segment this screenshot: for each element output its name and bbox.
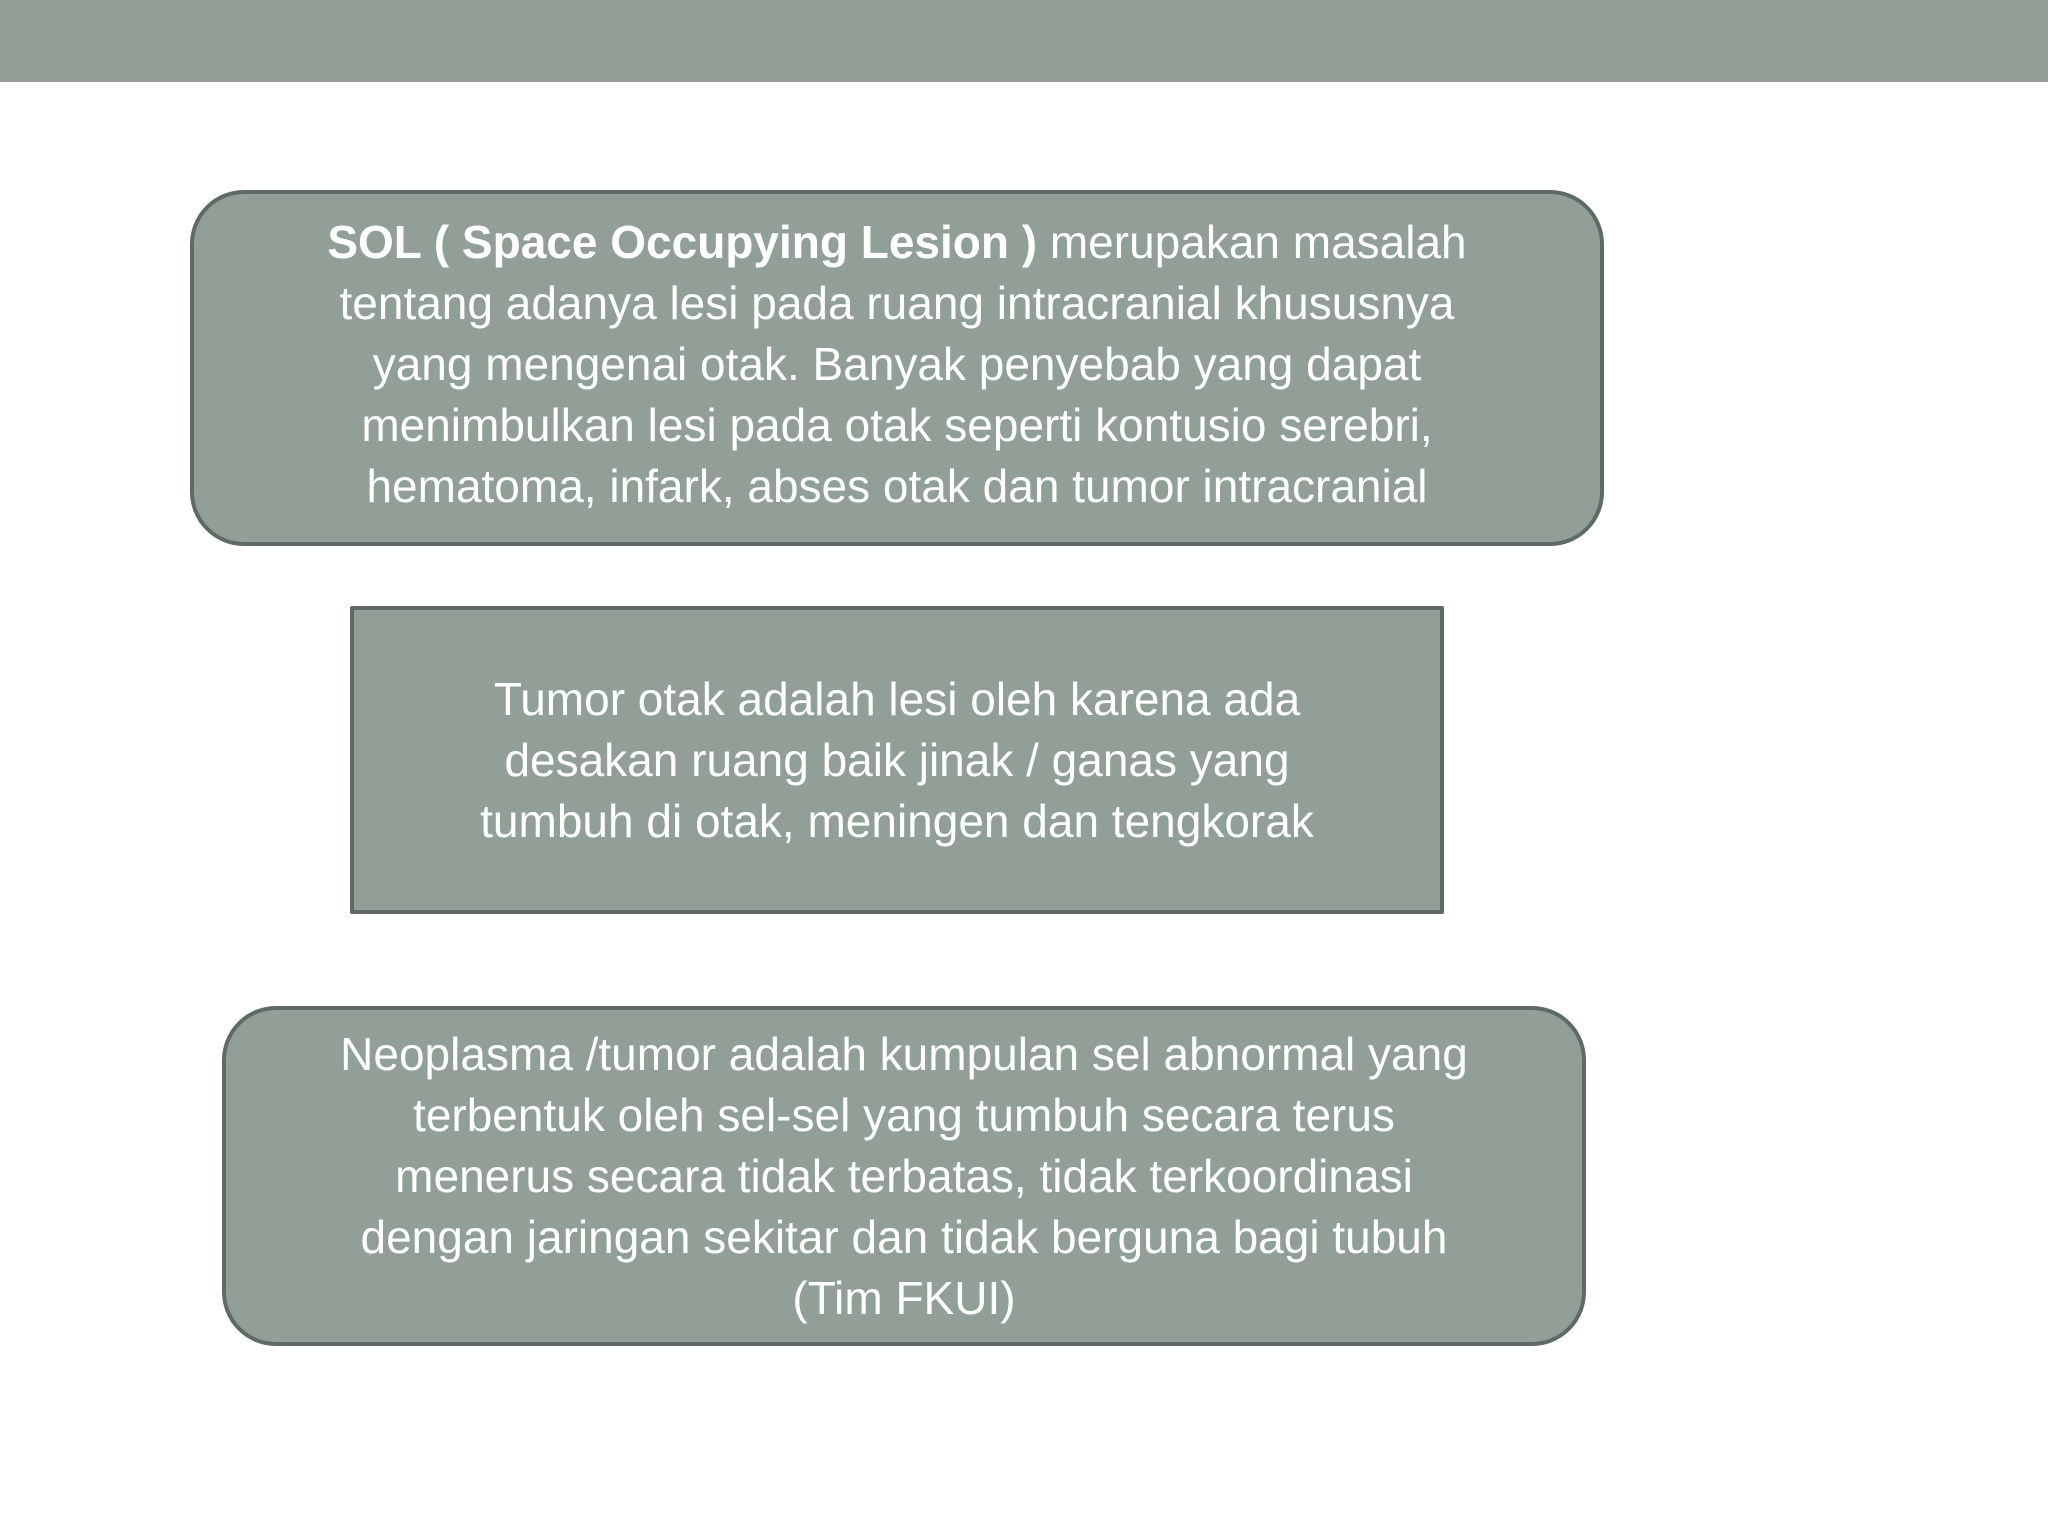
tumor-line-3: tumbuh di otak, meningen dan tengkorak — [480, 794, 1314, 847]
neoplasma-definition-text — [340, 1024, 1468, 1329]
sol-line-3: yang mengenai otak. Banyak penyebab yang dapat — [372, 337, 1422, 390]
sol-line-1 — [327, 212, 1466, 273]
sol-line-4: menimbulkan lesi pada otak seperti kontusio serebri, — [361, 398, 1433, 451]
neo-line-3: menerus secara tidak terbatas, tidak terkoordinasi — [395, 1149, 1413, 1202]
tumor-line-2: desakan ruang baik jinak / ganas yang — [504, 733, 1290, 786]
neo-line-1: Neoplasma /tumor adalah kumpulan sel abnormal yang — [340, 1027, 1468, 1080]
sol-line-5: hematoma, infark, abses otak dan tumor intracranial — [366, 459, 1428, 512]
sol-term: SOL ( Space Occupying Lesion ) — [327, 215, 1038, 268]
brain-tumor-definition-box — [350, 606, 1444, 914]
neoplasma-definition-box — [222, 1006, 1586, 1346]
neo-line-2: terbentuk oleh sel-sel yang tumbuh secara terus — [413, 1088, 1395, 1141]
neo-citation: (Tim FKUI) — [792, 1271, 1016, 1324]
top-header-bar — [0, 0, 2048, 82]
sol-definition-box — [190, 190, 1604, 546]
brain-tumor-definition-text — [480, 669, 1314, 852]
tumor-line-1: Tumor otak adalah lesi oleh karena ada — [493, 672, 1301, 725]
sol-line-2: tentang adanya lesi pada ruang intracranial khususnya — [339, 276, 1455, 329]
sol-line-1-rest: merupakan masalah — [1037, 215, 1467, 268]
sol-definition-text — [327, 212, 1466, 517]
neo-line-4: dengan jaringan sekitar dan tidak berguna bagi tubuh — [360, 1210, 1448, 1263]
